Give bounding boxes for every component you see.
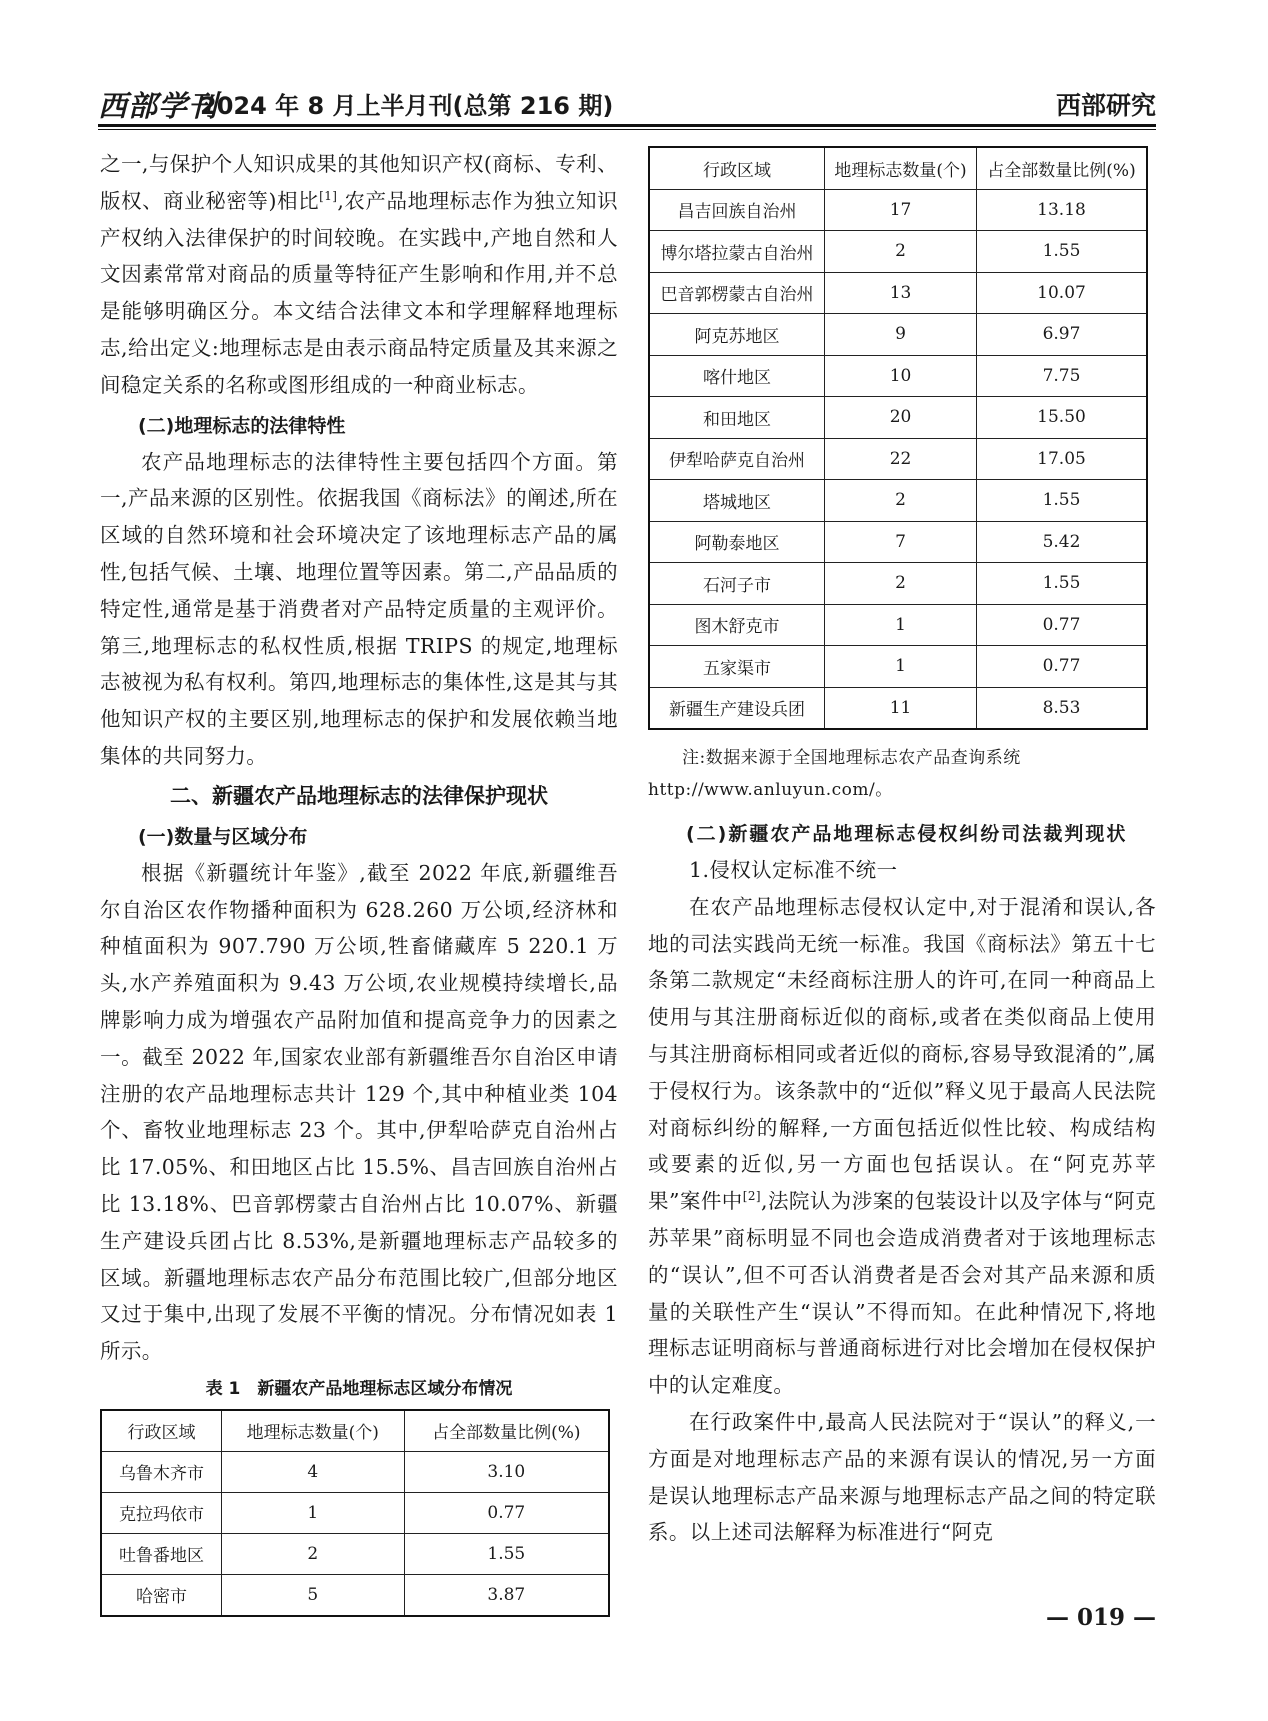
table-cell: 昌吉回族自治州: [649, 189, 825, 231]
table-cell: 0.77: [977, 604, 1147, 646]
table-header-row: [101, 1410, 609, 1452]
table-cell: 17: [825, 189, 977, 231]
table-row: [649, 438, 1147, 480]
table-header-cell: 行政区域: [101, 1410, 221, 1452]
table-row: [649, 604, 1147, 646]
table-cell: 1.55: [404, 1533, 609, 1574]
table-note: 注:数据来源于全国地理标志农产品查询系统 http://www.anluyun.com/。: [648, 748, 1021, 800]
paragraph: [648, 889, 1156, 1404]
paragraph-text: ,法院认为涉案的包装设计以及字体与“阿克苏苹果”商标明显不同也会造成消费者对于该地理标志的“误认”,但不可否认消费者是否会对其产品来源和质量的关联性产生“误认”不得而知。在此种情况下,将地理标志证明商标与普通商标进行对比会增加在侵权保护中的认定难度。: [648, 1189, 1157, 1398]
table-row: [649, 521, 1147, 563]
table-cell: 2: [825, 563, 977, 605]
table-cell: 吐鲁番地区: [101, 1533, 221, 1574]
table-cell: 和田地区: [649, 397, 825, 439]
table-cell: 7: [825, 521, 977, 563]
table-cell: 5.42: [977, 521, 1147, 563]
numbered-heading: 1.侵权认定标准不统一: [689, 858, 898, 882]
table-row: [101, 1492, 609, 1533]
table-cell: 9: [825, 314, 977, 356]
table-cell: 3.10: [404, 1451, 609, 1492]
right-column: [648, 146, 1156, 1551]
table-cell: 0.77: [977, 646, 1147, 688]
table-row: [649, 355, 1147, 397]
header-rule-thin: [98, 129, 1156, 130]
table-cell: 1.55: [977, 231, 1147, 273]
table-cell: 伊犁哈萨克自治州: [649, 438, 825, 480]
table-cell: 20: [825, 397, 977, 439]
table-cell: 1: [221, 1492, 404, 1533]
table-cell: 克拉玛依市: [101, 1492, 221, 1533]
table-header-cell: 行政区域: [649, 147, 825, 189]
table-cell: 13.18: [977, 189, 1147, 231]
table-cell: 10: [825, 355, 977, 397]
paragraph-text: ,农产品地理标志作为独立知识产权纳入法律保护的时间较晚。在实践中,产地自然和人文因素常常对商品的质量等特征产生影响和作用,并不总是能够明确区分。本文结合法律文本和学理解释地理标志,给出定义:地理标志是由表示商品特定质量及其来源之间稳定关系的名称或图形组成的一种商业标志。: [100, 188, 618, 397]
table-cell: 阿克苏地区: [649, 314, 825, 356]
table-cell: 7.75: [977, 355, 1147, 397]
table-cell: 1.55: [977, 480, 1147, 522]
table-row: [649, 272, 1147, 314]
table-cell: 1: [825, 646, 977, 688]
section-heading: 二、新疆农产品地理标志的法律保护现状: [170, 783, 548, 808]
left-column: [100, 146, 618, 1617]
table-cell: 哈密市: [101, 1574, 221, 1616]
paragraph-text: 之一,与保护个人知识成果的其他知识产权(商标、专利、版权、商业秘密等)相比: [100, 152, 618, 213]
data-table-part1: [100, 1409, 610, 1617]
table-cell: 2: [825, 480, 977, 522]
table-row: [649, 563, 1147, 605]
table-cell: 13: [825, 272, 977, 314]
table-cell: 图木舒克市: [649, 604, 825, 646]
table-cell: 2: [825, 231, 977, 273]
table-row: [649, 687, 1147, 729]
table-cell: 6.97: [977, 314, 1147, 356]
table-cell: 8.53: [977, 687, 1147, 729]
paragraph-text: 在农产品地理标志侵权认定中,对于混淆和误认,各地的司法实践尚无统一标准。我国《商标法》第五十七条第二款规定“未经商标注册人的许可,在同一种商品上使用与其注册商标近似的商标,或者在类似商品上使用与其注册商标相同或者近似的商标,容易导致混淆的”,属于侵权行为。该条款中的“近似”释义见于最高人民法院对商标纠纷的解释,一方面包括近似性比较、构成结构或要素的近似,另一方面也包括误认。在“阿克苏苹果”案件中: [648, 894, 1156, 1214]
paragraph: 在行政案件中,最高人民法院对于“误认”的释义,一方面是对地理标志产品的来源有误认的情况,另一方面是误认地理标志产品来源与地理标志产品之间的特定联系。以上述司法解释为标准进行“阿克: [648, 1409, 1156, 1545]
table-cell: 3.87: [404, 1574, 609, 1616]
table-cell: 塔城地区: [649, 480, 825, 522]
citation-ref: [1]: [319, 188, 338, 203]
table-header-row: [649, 147, 1147, 189]
table-cell: 1: [825, 604, 977, 646]
paragraph: 农产品地理标志的法律特性主要包括四个方面。第一,产品来源的区别性。依据我国《商标法》的阐述,所在区域的自然环境和社会环境决定了该地理标志产品的属性,包括气候、土壤、地理位置等因素。第二,产品品质的特定性,通常是基于消费者对产品特定质量的主观评价。第三,地理标志的私权性质,根据 TRIPS 的规定,地理标志被视为私有权利。第四,地理标志的集体性,这是其与其他知识产权的主要区别,地理标志的保护和发展依赖当地集体的共同努力。: [100, 449, 618, 768]
table-caption: 表 1 新疆农产品地理标志区域分布情况: [205, 1378, 513, 1399]
issue-info: 2024 年 8 月上半月刊(总第 216 期): [200, 92, 614, 120]
header-rule: [98, 124, 1156, 127]
table-cell: 0.77: [404, 1492, 609, 1533]
table-cell: 乌鲁木齐市: [101, 1451, 221, 1492]
paragraph: [100, 146, 618, 404]
table-row: [649, 397, 1147, 439]
subsection-heading: (一)数量与区域分布: [138, 825, 308, 848]
table-cell: 石河子市: [649, 563, 825, 605]
section-name: 西部研究: [1055, 91, 1156, 120]
table-cell: 巴音郭楞蒙古自治州: [649, 272, 825, 314]
journal-logo: 西部学刊: [98, 89, 219, 123]
subsection-heading: (二)地理标志的法律特性: [138, 414, 346, 437]
paragraph: 根据《新疆统计年鉴》,截至 2022 年底,新疆维吾尔自治区农作物播种面积为 628.260 万公顷,经济林和种植面积为 907.790 万公顷,牲畜储藏库 5 220.1 万头,水产养殖面积为 9.43 万公顷,农业规模持续增长,品牌影响力成为增强农产品附加值和提高竞争力的因素之一。截至 2022 年,国家农业部有新疆维吾尔自治区申请注册的农产品地理标志共计 129 个,其中种植业类 104 个、畜牧业地理标志 23 个。其中,伊犁哈萨克自治州占比 17.05%、和田地区占比 15.5%、昌吉回族自治州占比 13.18%、巴音郭楞蒙古自治州占比 10.07%、新疆生产建设兵团占比 8.53%,是新疆地理标志产品较多的区域。新疆地理标志农产品分布范围比较广,但部分地区又过于集中,出现了发展不平衡的情况。分布情况如表 1 所示。: [100, 860, 618, 1364]
table-cell: 博尔塔拉蒙古自治州: [649, 231, 825, 273]
table-header-cell: 占全部数量比例(%): [977, 147, 1147, 189]
table-header-cell: 地理标志数量(个): [221, 1410, 404, 1452]
table-row: [649, 314, 1147, 356]
table-row: [649, 189, 1147, 231]
page-number: — 019 —: [1045, 1604, 1156, 1631]
table-cell: 10.07: [977, 272, 1147, 314]
table-cell: 2: [221, 1533, 404, 1574]
citation-ref: [2]: [742, 1189, 761, 1204]
table-cell: 1.55: [977, 563, 1147, 605]
table-cell: 阿勒泰地区: [649, 521, 825, 563]
subsection-heading: (二)新疆农产品地理标志侵权纠纷司法裁判现状: [686, 823, 1128, 845]
table-header-cell: 占全部数量比例(%): [404, 1410, 609, 1452]
table-cell: 11: [825, 687, 977, 729]
table-cell: 新疆生产建设兵团: [649, 687, 825, 729]
table-cell: 喀什地区: [649, 355, 825, 397]
running-header: [98, 84, 1156, 126]
table-row: [649, 480, 1147, 522]
table-row: [101, 1574, 609, 1616]
table-row: [101, 1533, 609, 1574]
table-cell: 17.05: [977, 438, 1147, 480]
table-row: [649, 646, 1147, 688]
table-cell: 15.50: [977, 397, 1147, 439]
table-row: [101, 1451, 609, 1492]
table-cell: 五家渠市: [649, 646, 825, 688]
table-header-cell: 地理标志数量(个): [825, 147, 977, 189]
table-row: [649, 231, 1147, 273]
table-cell: 4: [221, 1451, 404, 1492]
table-cell: 5: [221, 1574, 404, 1616]
data-table-part2: [648, 146, 1148, 730]
table-cell: 22: [825, 438, 977, 480]
